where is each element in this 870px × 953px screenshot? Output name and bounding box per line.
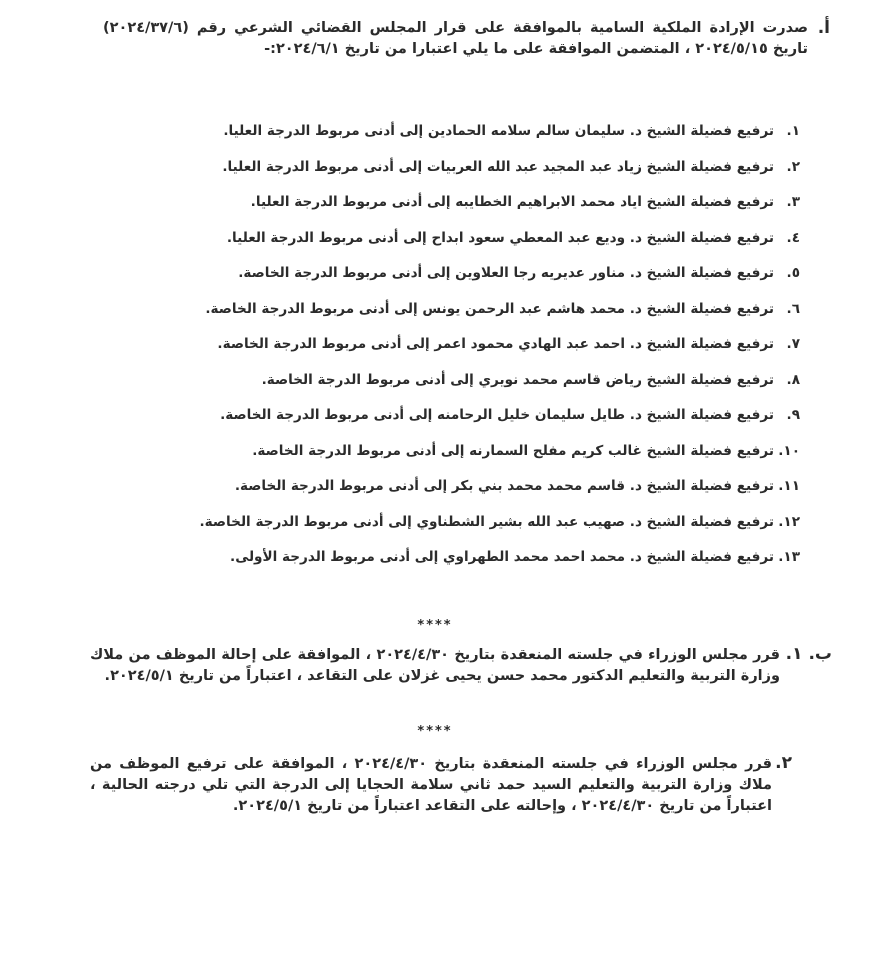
list-item: ٧.ترفيع فضيلة الشيخ د. احمد عبد الهادي محمود اعمر إلى أدنى مربوط الدرجة الخاصة. [217,336,800,352]
list-item: ٢.ترفيع فضيلة الشيخ زياد عبد المجيد عبد الله العربيات إلى أدنى مربوط الدرجة العليا. [222,158,800,175]
section-b-marker: ب. ١. [785,644,832,664]
list-item: ١٣.ترفيع فضيلة الشيخ د. محمد احمد محمد الطهراوي إلى أدنى مربوط الدرجة الأولى. [230,549,800,565]
section-separator: **** [417,724,453,739]
list-item: ٨.ترفيع فضيلة الشيخ رياض قاسم محمد نويري إلى أدنى مربوط الدرجة الخاصة. [261,371,800,388]
section-b1-paragraph: قرر مجلس الوزراء في جلسته المنعقدة بتاريخ ٢٠٢٤/٤/٣٠ ، الموافقة على إحالة الموظف من ملاك وزارة التربية والتعليم الدكتور محمد حسن يحيى غزلان على التقاعد ، اعتباراً من تاريخ ٢٠٢٤/٥/١. [90,647,780,684]
section-a-paragraph: صدرت الإرادة الملكية السامية بالموافقة على قرار المجلس القضائي الشرعي رقم (٢٠٢٤/٣٧/٦) تاريخ ٢٠٢٤/٥/١٥ ، المتضمن الموافقة على ما يلي اعتبارا من تاريخ ٢٠٢٤/٦/١:- [103,20,808,57]
list-item: ٥.ترفيع فضيلة الشيخ د. مناور عديريه رجا العلاوين إلى أدنى مربوط الدرجة الخاصة. [238,265,800,281]
section-b2-marker: ٢. [775,753,792,773]
promotions-list [140,119,800,581]
list-item: ١٢.ترفيع فضيلة الشيخ د. صهيب عبد الله بشير الشطناوي إلى أدنى مربوط الدرجة الخاصة. [199,513,800,530]
list-item: ٦.ترفيع فضيلة الشيخ د. محمد هاشم عبد الرحمن يونس إلى أدنى مربوط الدرجة الخاصة. [205,300,800,317]
list-item: ١.ترفيع فضيلة الشيخ د. سليمان سالم سلامه الحمادين إلى أدنى مربوط الدرجة العليا. [223,123,800,139]
list-item: ٣.ترفيع فضيلة الشيخ اياد محمد الابراهيم الخطايبه إلى أدنى مربوط الدرجة العليا. [250,194,800,210]
section-a-marker: أ. [817,18,830,38]
section-b2-paragraph: قرر مجلس الوزراء في جلسته المنعقدة بتاريخ ٢٠٢٤/٤/٣٠ ، الموافقة على ترفيع الموظف من ملاك وزارة التربية والتعليم السيد حمد ثاني سلامة الحجايا إلى الدرجة التي تلي درجته الحالية ، اعتباراً من تاريخ ٢٠٢٤/٤/٣٠ ، وإحالته على التقاعد اعتباراً من تاريخ ٢٠٢٤/٥/١. [90,756,772,814]
list-item: ٤.ترفيع فضيلة الشيخ د. وديع عبد المعطي سعود ابداح إلى أدنى مربوط الدرجة العليا. [226,229,800,246]
list-item: ١١.ترفيع فضيلة الشيخ د. قاسم محمد محمد بني بكر إلى أدنى مربوط الدرجة الخاصة. [234,478,800,494]
list-item: ٩.ترفيع فضيلة الشيخ د. طايل سليمان خليل الرحامنه إلى أدنى مربوط الدرجة الخاصة. [220,407,800,423]
list-item: ١٠.ترفيع فضيلة الشيخ غالب كريم مفلح السمارنه إلى أدنى مربوط الدرجة الخاصة. [252,442,800,459]
section-separator: **** [417,618,453,633]
